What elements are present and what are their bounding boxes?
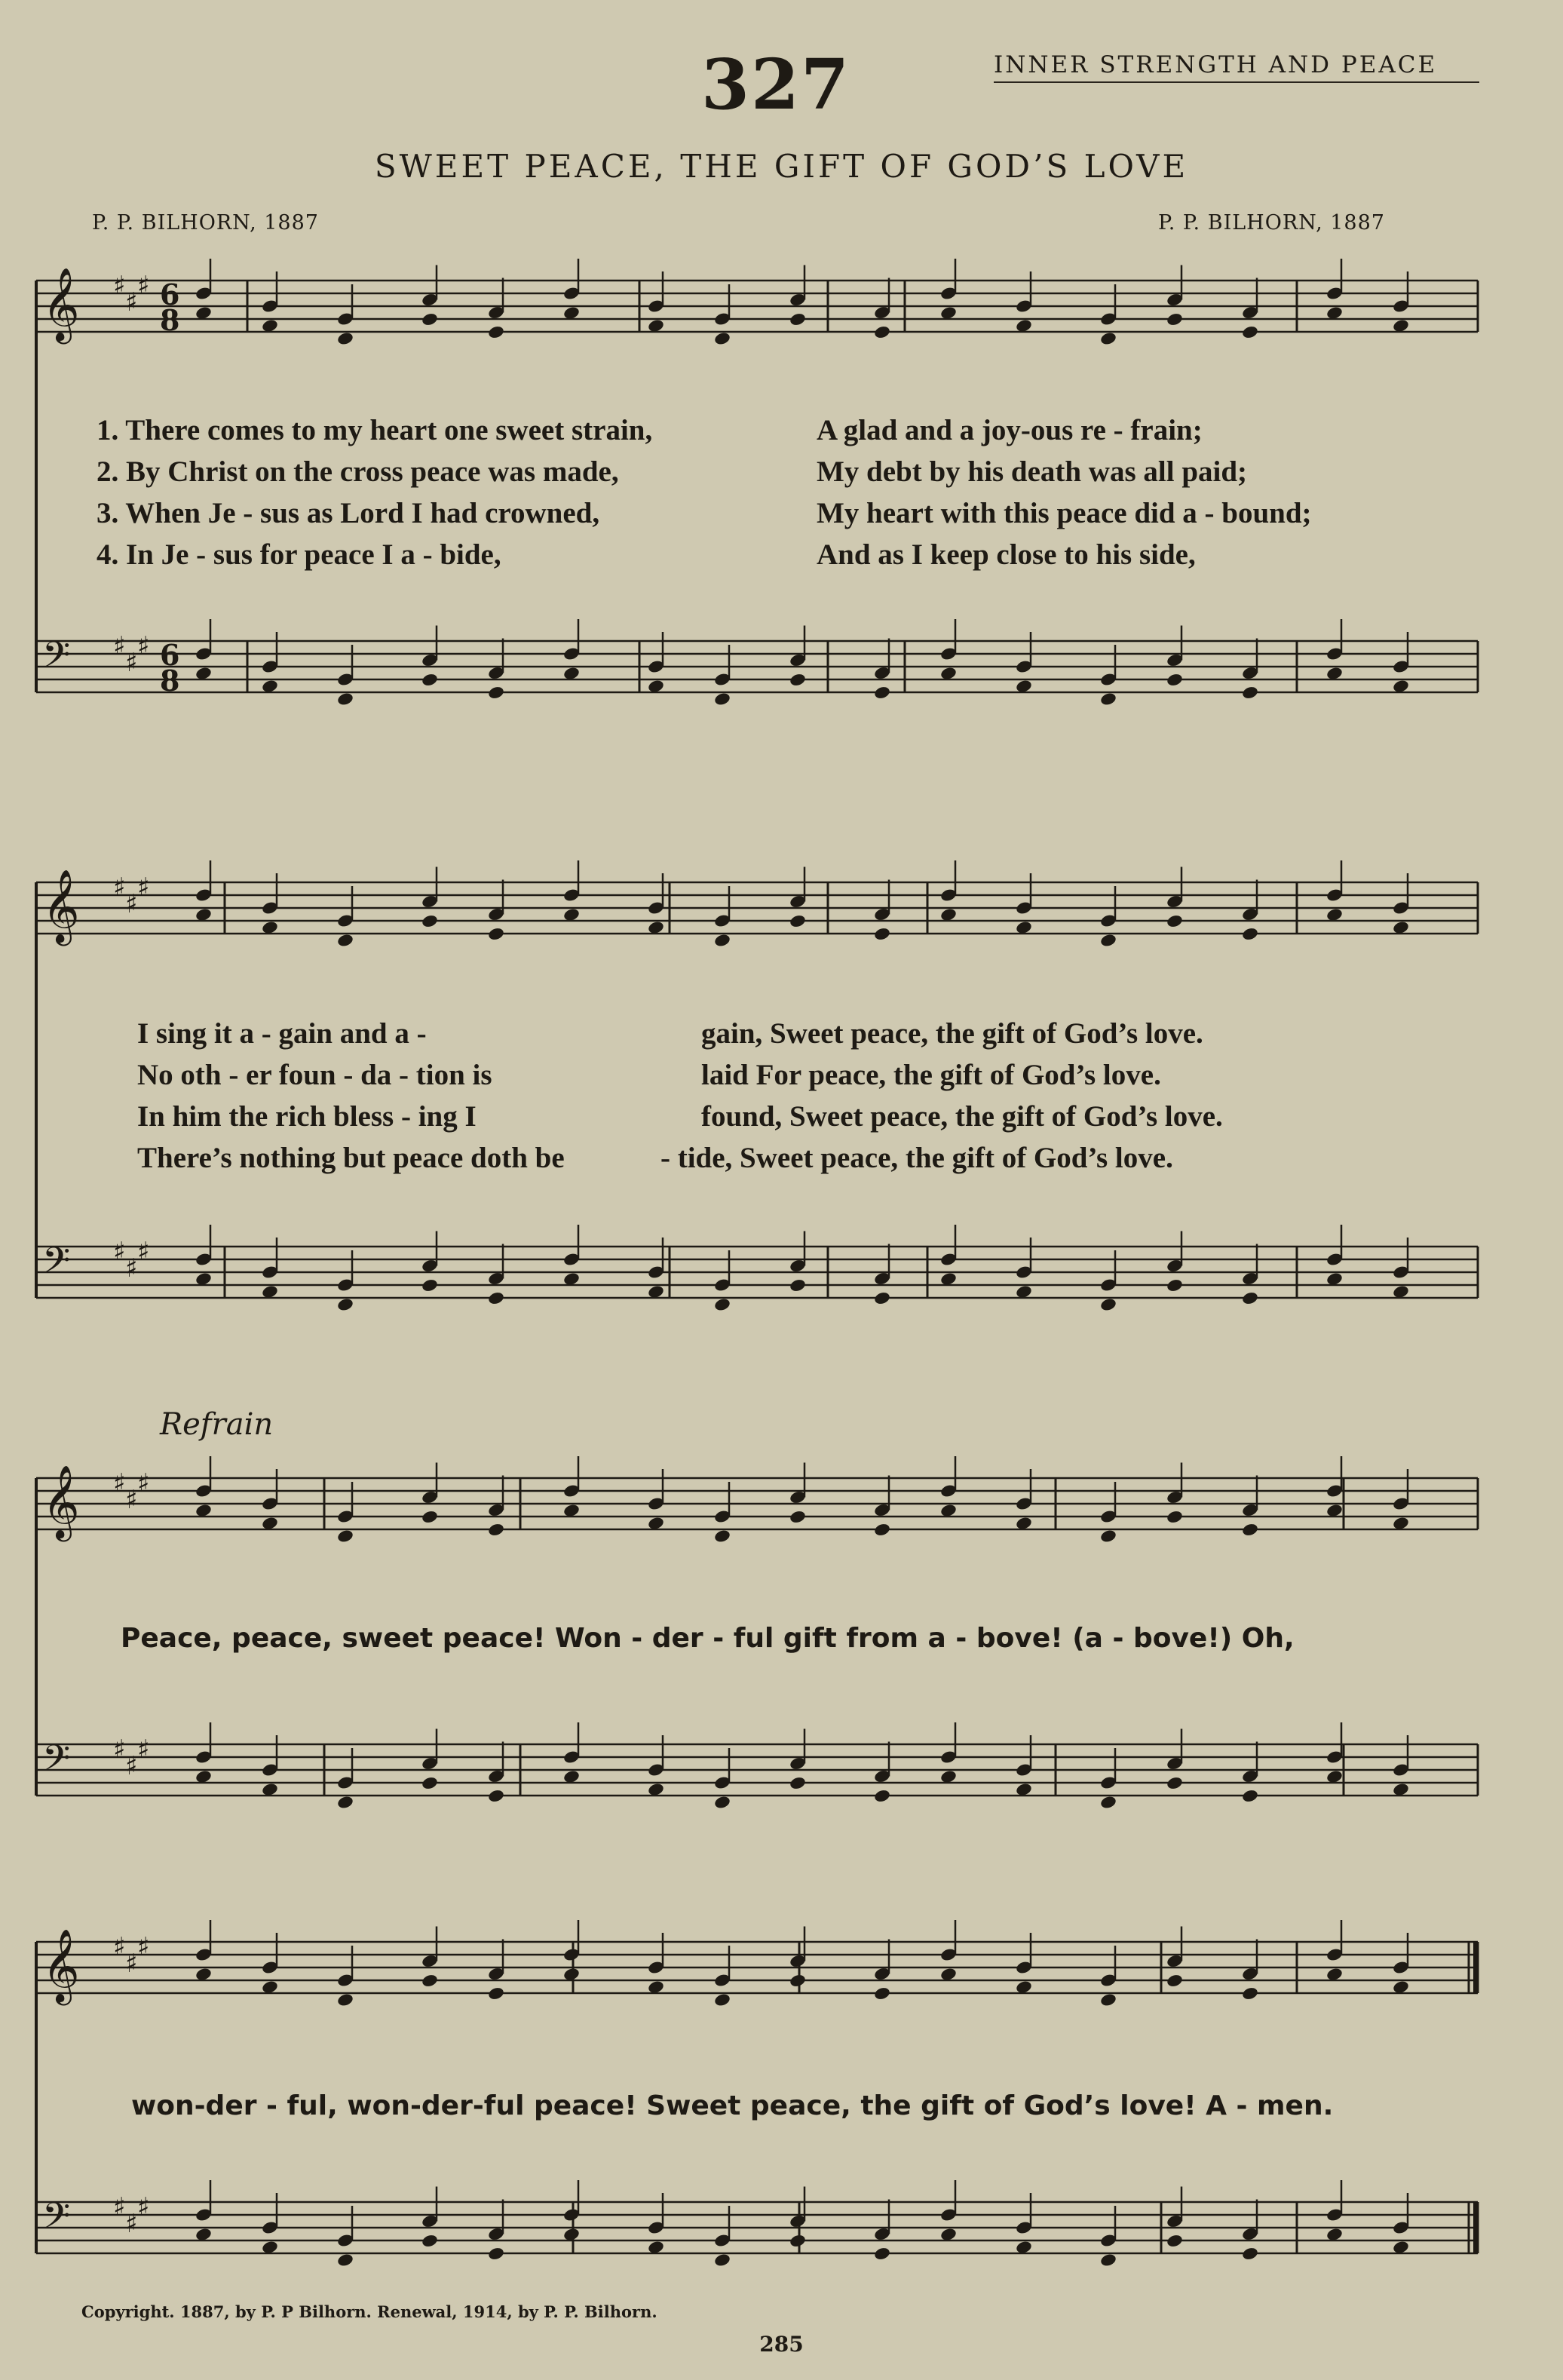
notehead [336, 2253, 354, 2268]
notehead [873, 1789, 891, 1804]
notehead [713, 331, 731, 346]
verse4-line-c: There’s nothing but peace doth be [137, 1142, 565, 1174]
notehead [336, 331, 354, 346]
sharp-sign: ♯ [113, 2192, 126, 2222]
page-number: 285 [759, 2332, 804, 2357]
verse1-line-d: gain, Sweet peace, the gift of God’s love. [701, 1017, 1203, 1050]
notehead [789, 1510, 807, 1525]
notehead [421, 312, 439, 327]
section-title: INNER STRENGTH AND PEACE [994, 51, 1438, 78]
notehead [1099, 933, 1117, 948]
notehead [421, 1776, 439, 1791]
notehead [713, 1795, 731, 1810]
notehead [487, 1986, 505, 2001]
time-signature-top: 6 [160, 278, 180, 311]
sharp-sign: ♯ [125, 648, 138, 678]
notehead [1166, 2234, 1184, 2249]
notehead [713, 692, 731, 707]
time-signature-top: 6 [160, 638, 180, 672]
sharp-sign: ♯ [125, 287, 138, 317]
notehead [1166, 914, 1184, 929]
refrain-label: Refrain [160, 1407, 274, 1442]
bass-clef: 𝄢 [42, 2194, 71, 2246]
notehead [873, 1291, 891, 1306]
verse2-line-b: My debt by his death was all paid; [817, 455, 1248, 488]
sharp-sign: ♯ [137, 1734, 150, 1765]
sharp-sign: ♯ [137, 271, 150, 301]
notehead [873, 1523, 891, 1538]
verse3-line-c: In him the rich bless - ing I [137, 1100, 477, 1133]
treble-clef: 𝄞 [42, 869, 80, 943]
notehead [336, 692, 354, 707]
verse4-line-d: - tide, Sweet peace, the gift of God’s love. [660, 1142, 1173, 1174]
sharp-sign: ♯ [113, 271, 126, 301]
notehead [1099, 1795, 1117, 1810]
verse1-line-a: 1. There comes to my heart one sweet strain, [97, 414, 653, 446]
refrain-lyric-line-1: Peace, peace, sweet peace! Won - der - ful gift from a - bove! (a - bove!) Oh, [121, 1623, 1295, 1654]
notehead [1166, 1510, 1184, 1525]
notehead [336, 933, 354, 948]
notehead [1099, 692, 1117, 707]
treble-clef: 𝄞 [42, 1928, 80, 2002]
bass-clef: 𝄢 [42, 1737, 71, 1788]
notehead [1099, 1529, 1117, 1544]
sharp-sign: ♯ [125, 1485, 138, 1515]
time-signature-bottom: 8 [160, 664, 180, 698]
sharp-sign: ♯ [125, 1253, 138, 1284]
hymn-number: 327 [701, 44, 851, 125]
notehead [421, 914, 439, 929]
notehead [713, 1529, 731, 1544]
sharp-sign: ♯ [137, 1932, 150, 1962]
sharp-sign: ♯ [125, 2209, 138, 2239]
notehead [1099, 1297, 1117, 1312]
final-barline-thick [1473, 2202, 1479, 2253]
sharp-sign: ♯ [125, 889, 138, 919]
verse2-line-a: 2. By Christ on the cross peace was made, [97, 455, 619, 488]
notehead [487, 1291, 505, 1306]
sharp-sign: ♯ [113, 1468, 126, 1498]
notehead [487, 927, 505, 942]
notehead [789, 1974, 807, 1989]
notehead [713, 1297, 731, 1312]
sharp-sign: ♯ [125, 1949, 138, 1979]
notehead [1241, 1291, 1259, 1306]
notehead [789, 312, 807, 327]
notehead [713, 1992, 731, 2007]
verse2-line-c: No oth - er foun - da - tion is [137, 1059, 492, 1091]
notehead [336, 1529, 354, 1544]
notehead [421, 1974, 439, 1989]
sharp-sign: ♯ [113, 873, 126, 903]
notehead [421, 673, 439, 688]
notehead [873, 685, 891, 701]
notehead [421, 1510, 439, 1525]
notehead [713, 2253, 731, 2268]
verse2-line-d: laid For peace, the gift of God’s love. [701, 1059, 1161, 1091]
notehead [1099, 1992, 1117, 2007]
verse1-line-b: A glad and a joy-ous re - frain; [817, 414, 1203, 446]
notehead [1241, 927, 1259, 942]
verse4-line-b: And as I keep close to his side, [817, 538, 1196, 571]
refrain-lyric-line-2: won-der - ful, won-der-ful peace! Sweet peace, the gift of God’s love! A - men. [131, 2090, 1334, 2121]
notehead [789, 914, 807, 929]
sharp-sign: ♯ [137, 2192, 150, 2222]
words-credit: P. P. BILHORN, 1887 [92, 211, 319, 235]
bass-clef: 𝄢 [42, 633, 71, 685]
sharp-sign: ♯ [125, 1751, 138, 1781]
notehead [873, 325, 891, 340]
sharp-sign: ♯ [137, 631, 150, 661]
notehead [789, 1278, 807, 1293]
notehead [1166, 673, 1184, 688]
notehead [336, 1795, 354, 1810]
notehead [1099, 331, 1117, 346]
notehead [487, 1789, 505, 1804]
sharp-sign: ♯ [137, 1237, 150, 1267]
notehead [421, 1278, 439, 1293]
treble-clef: 𝄞 [42, 267, 80, 341]
notehead [873, 927, 891, 942]
notehead [1166, 1776, 1184, 1791]
notehead [487, 2247, 505, 2262]
sharp-sign: ♯ [137, 1468, 150, 1498]
notehead [421, 2234, 439, 2249]
sharp-sign: ♯ [113, 631, 126, 661]
notehead [487, 685, 505, 701]
notehead [1241, 685, 1259, 701]
verse3-line-d: found, Sweet peace, the gift of God’s love. [701, 1100, 1223, 1133]
bass-clef: 𝄢 [42, 1239, 71, 1290]
notehead [789, 1776, 807, 1791]
notehead [789, 673, 807, 688]
notehead [487, 325, 505, 340]
verse4-line-a: 4. In Je - sus for peace I a - bide, [97, 538, 501, 571]
notehead [873, 1986, 891, 2001]
notehead [873, 2247, 891, 2262]
notehead [1241, 325, 1259, 340]
final-barline-thick [1473, 1942, 1479, 1993]
hymn-title: SWEET PEACE, THE GIFT OF GOD’S LOVE [374, 148, 1189, 185]
notehead [1099, 2253, 1117, 2268]
notehead [1166, 1974, 1184, 1989]
notehead [336, 1992, 354, 2007]
sharp-sign: ♯ [113, 1932, 126, 1962]
treble-clef: 𝄞 [42, 1464, 80, 1538]
music-credit: P. P. BILHORN, 1887 [1158, 211, 1385, 235]
notehead [1241, 2247, 1259, 2262]
verse1-line-c: I sing it a - gain and a - [137, 1017, 427, 1050]
time-signature-bottom: 8 [160, 303, 180, 337]
copyright-notice: Copyright. 1887, by P. P Bilhorn. Renewal, 1914, by P. P. Bilhorn. [81, 2302, 657, 2321]
notehead [1166, 1278, 1184, 1293]
notehead [1166, 312, 1184, 327]
notehead [1241, 1523, 1259, 1538]
notehead [1241, 1986, 1259, 2001]
notehead [1241, 1789, 1259, 1804]
sharp-sign: ♯ [113, 1734, 126, 1765]
sharp-sign: ♯ [137, 873, 150, 903]
verse3-line-b: My heart with this peace did a - bound; [817, 497, 1312, 529]
notehead [487, 1523, 505, 1538]
notehead [336, 1297, 354, 1312]
verse3-line-a: 3. When Je - sus as Lord I had crowned, [97, 497, 600, 529]
notehead [789, 2234, 807, 2249]
notehead [713, 933, 731, 948]
sharp-sign: ♯ [113, 1237, 126, 1267]
